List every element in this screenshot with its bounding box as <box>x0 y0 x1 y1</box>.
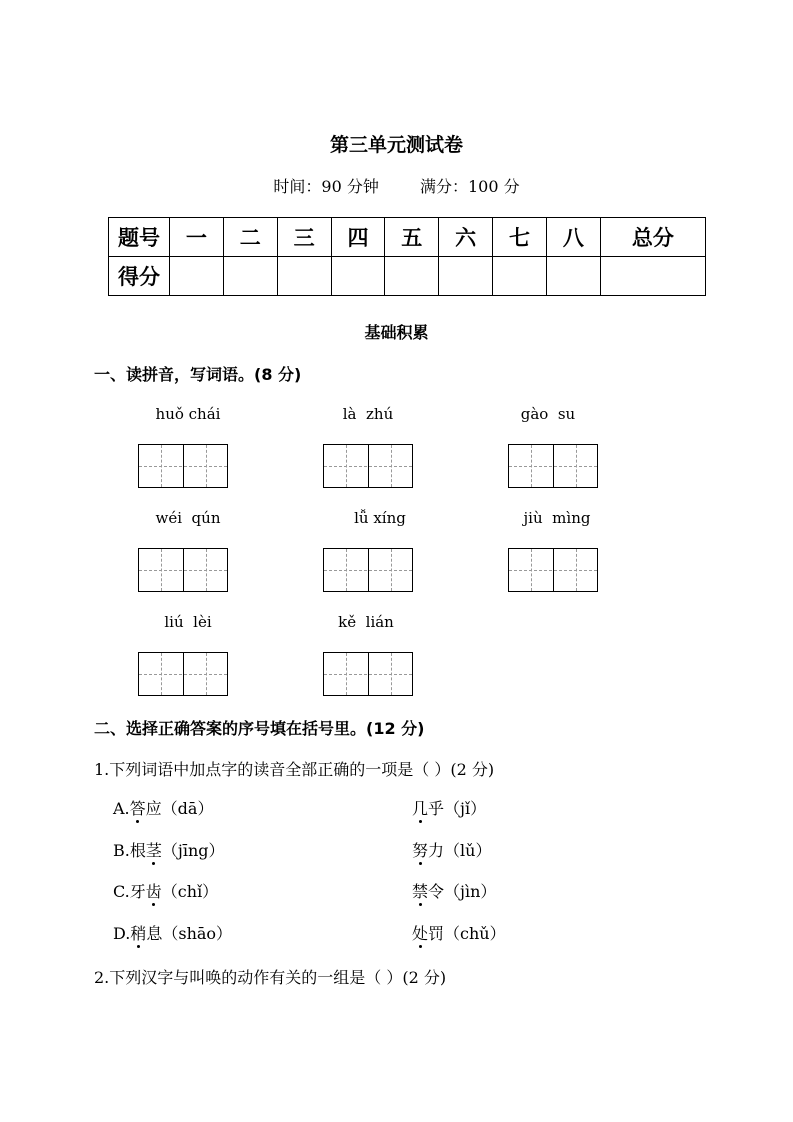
score-table-cell: 一 <box>170 218 224 257</box>
option-b-left[interactable] <box>113 838 225 861</box>
option-letter: C. <box>113 882 130 901</box>
dotted-char: 禁 <box>412 882 429 901</box>
writing-grid[interactable] <box>508 444 598 488</box>
score-input-cell[interactable] <box>331 257 385 296</box>
score-input-cell[interactable] <box>439 257 493 296</box>
option-a-right <box>412 796 486 819</box>
pinyin-label: liú lèi <box>164 613 212 631</box>
score-table <box>108 217 706 296</box>
option-rest: 应（dā） <box>145 799 214 818</box>
score-table-cell: 五 <box>385 218 439 257</box>
option-letter: D. <box>113 924 131 943</box>
pinyin-label: lǚ xíng <box>354 509 406 527</box>
question-2-2-text: 2.下列汉字与叫唤的动作有关的一组是（ ）(2 分) <box>94 968 447 987</box>
score-input-cell[interactable] <box>385 257 439 296</box>
option-pre: 牙 <box>129 882 146 901</box>
option-a-left[interactable] <box>113 796 213 819</box>
writing-grid[interactable] <box>138 548 228 592</box>
writing-grid[interactable] <box>323 652 413 696</box>
exam-meta <box>0 174 793 197</box>
option-rest: （chǐ） <box>161 882 219 901</box>
option-rest: 息（shāo） <box>146 924 233 943</box>
score-table-cell: 六 <box>439 218 493 257</box>
section-title: 基础积累 <box>364 323 429 342</box>
score-table-cell: 得分 <box>109 257 170 296</box>
score-table-cell: 二 <box>223 218 277 257</box>
option-d-right <box>412 921 506 944</box>
score-table-score-row <box>109 257 706 296</box>
pinyin-label: huǒ chái <box>155 405 221 423</box>
score-table-cell: 八 <box>546 218 600 257</box>
dotted-char: 茎 <box>145 841 162 860</box>
option-d-left[interactable] <box>113 921 232 944</box>
option-rest: 令（jìn） <box>428 882 497 901</box>
dotted-char: 稍 <box>130 924 147 943</box>
question-2-heading: 二、选择正确答案的序号填在括号里。(12 分) <box>94 719 425 738</box>
writing-grid[interactable] <box>138 652 228 696</box>
score-table-cell: 四 <box>331 218 385 257</box>
option-rest: 乎（jǐ） <box>428 799 487 818</box>
full-score: 满分：100 分 <box>419 177 520 196</box>
pinyin-label: kě lián <box>338 613 394 631</box>
score-table-cell: 总分 <box>600 218 705 257</box>
score-input-cell[interactable] <box>600 257 705 296</box>
score-input-cell[interactable] <box>546 257 600 296</box>
page-title: 第三单元测试卷 <box>329 134 463 156</box>
option-letter: B. <box>113 841 130 860</box>
writing-grid[interactable] <box>323 548 413 592</box>
writing-grid[interactable] <box>138 444 228 488</box>
pinyin-label: là zhú <box>342 405 394 423</box>
dotted-char: 几 <box>412 799 429 818</box>
score-input-cell[interactable] <box>277 257 331 296</box>
option-b-right <box>412 838 491 861</box>
score-table-cell: 七 <box>493 218 547 257</box>
option-c-left[interactable] <box>113 879 218 902</box>
score-input-cell[interactable] <box>223 257 277 296</box>
time-limit: 时间：90 分钟 <box>273 177 379 196</box>
option-letter: A. <box>113 799 130 818</box>
option-pre: 根 <box>129 841 146 860</box>
question-1-heading: 一、读拼音，写词语。(8 分) <box>94 365 302 384</box>
writing-grid[interactable] <box>323 444 413 488</box>
option-rest: 罚（chǔ） <box>428 924 506 943</box>
dotted-char: 努 <box>412 841 429 860</box>
score-table-cell: 三 <box>277 218 331 257</box>
pinyin-label: jiù mìng <box>523 509 591 527</box>
pinyin-label: wéi qún <box>155 509 221 527</box>
dotted-char: 答 <box>129 799 146 818</box>
question-2-1-text: 1.下列词语中加点字的读音全部正确的一项是（ ）(2 分) <box>94 760 495 779</box>
dotted-char: 齿 <box>145 882 162 901</box>
option-rest: （jīng） <box>161 841 225 860</box>
score-table-cell: 题号 <box>109 218 170 257</box>
score-input-cell[interactable] <box>170 257 224 296</box>
writing-grid[interactable] <box>508 548 598 592</box>
score-input-cell[interactable] <box>493 257 547 296</box>
dotted-char: 处 <box>412 924 429 943</box>
option-rest: 力（lǔ） <box>428 841 492 860</box>
pinyin-label: gào su <box>520 405 576 423</box>
score-table-header-row <box>109 218 706 257</box>
option-c-right <box>412 879 496 902</box>
